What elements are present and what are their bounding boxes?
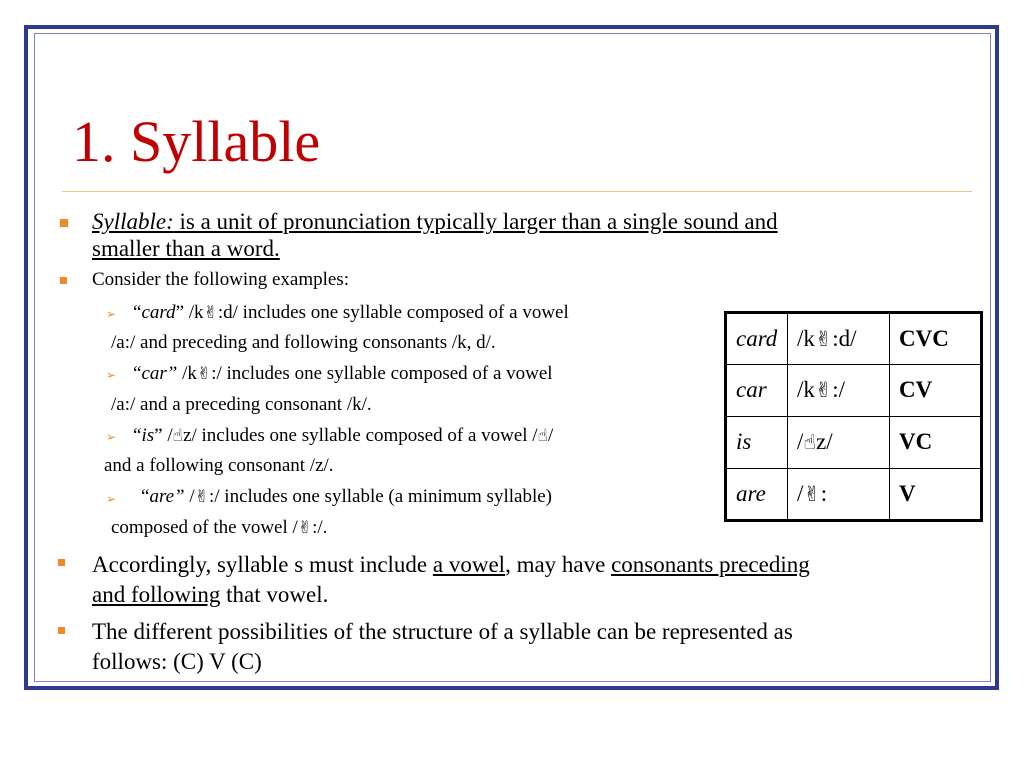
- structure-line2: follows: (C) V (C): [92, 649, 262, 674]
- ipa-prefix: /: [184, 486, 195, 507]
- accordingly-text: , may have: [505, 552, 612, 577]
- victory-hand-icon: ✌: [803, 482, 821, 506]
- table-cell-word: are: [726, 469, 788, 521]
- table-cell-pattern: CV: [890, 365, 982, 417]
- victory-hand-icon: ✌: [203, 303, 218, 323]
- table-cell-ipa: [788, 313, 890, 365]
- table-cell-pattern: V: [890, 469, 982, 521]
- example-is-line2: and a following consonant /z/.: [104, 455, 334, 476]
- example-text: :/.: [312, 517, 328, 538]
- square-bullet-icon: [58, 559, 65, 566]
- definition-line1: [92, 208, 778, 236]
- ipa-text: /k: [797, 326, 815, 351]
- square-bullet-icon: [60, 277, 67, 284]
- arrow-bullet-icon: ➢: [106, 368, 117, 382]
- square-bullet-icon: [58, 627, 65, 634]
- example-description: z/ includes one syllable composed of a vowel /: [183, 425, 538, 446]
- ipa-text: /: [797, 429, 804, 454]
- example-are-line2: [111, 516, 327, 540]
- ipa-prefix: /k: [184, 302, 204, 323]
- example-car: [133, 362, 553, 386]
- ipa-text: z/: [816, 429, 833, 454]
- victory-hand-icon: ✌: [814, 378, 833, 402]
- definition-line2: [92, 235, 280, 263]
- example-word: is: [141, 425, 155, 446]
- table-cell-ipa: [788, 417, 890, 469]
- table-row: [726, 313, 982, 365]
- table-cell-pattern: CVC: [890, 313, 982, 365]
- pointing-hand-icon: ☝: [803, 430, 816, 454]
- quote-open: “: [133, 425, 142, 446]
- table-cell-word: car: [726, 365, 788, 417]
- accordingly-line2: [92, 581, 328, 609]
- ipa-suffix: /: [548, 425, 554, 446]
- slide-title: 1. Syllable: [72, 109, 321, 174]
- example-description: :d/ includes one syllable composed of a vowel: [217, 302, 569, 323]
- table-cell-pattern: VC: [890, 417, 982, 469]
- quote-close: ”: [175, 302, 184, 323]
- arrow-bullet-icon: ➢: [106, 492, 117, 506]
- ipa-text: /: [797, 481, 804, 506]
- victory-hand-icon: ✌: [196, 364, 212, 384]
- table-cell-word: is: [726, 417, 788, 469]
- table-row: [726, 365, 982, 417]
- quote-open: “: [133, 302, 142, 323]
- ipa-text: :/: [832, 377, 846, 402]
- structure-line1: The different possibilities of the structure of a syllable can be represented as: [92, 619, 793, 644]
- example-card: [133, 301, 569, 325]
- quote-open: “: [141, 486, 150, 507]
- title-divider: [62, 191, 972, 192]
- quote-close: ”: [154, 425, 163, 446]
- underlined-vowel: a vowel: [432, 552, 506, 577]
- underlined-consonants: consonants preceding: [611, 552, 810, 577]
- table-cell-ipa: [788, 469, 890, 521]
- accordingly-line1: [92, 551, 810, 579]
- example-text: composed of the vowel /: [111, 517, 298, 538]
- example-word: car”: [141, 363, 178, 384]
- definition-text-cont: smaller than a word.: [92, 236, 280, 261]
- example-are: [141, 485, 552, 509]
- square-bullet-icon: [60, 219, 68, 227]
- example-description: :/ includes one syllable composed of a vowel: [211, 363, 553, 384]
- table-row: [726, 469, 982, 521]
- victory-hand-icon: ✌: [814, 327, 833, 351]
- ipa-text: /k: [797, 377, 815, 402]
- accordingly-text: that vowel.: [220, 582, 329, 607]
- quote-open: “: [133, 363, 142, 384]
- pointing-hand-icon: ☝: [537, 426, 549, 446]
- definition-term: Syllable:: [92, 209, 174, 234]
- ipa-prefix: /: [162, 425, 173, 446]
- ipa-prefix: /k: [177, 363, 197, 384]
- example-is: [133, 424, 553, 448]
- example-word: are”: [149, 486, 185, 507]
- syllable-table: [724, 311, 983, 522]
- table-cell-word: card: [726, 313, 788, 365]
- victory-hand-icon: ✌: [297, 518, 313, 538]
- definition-text: is a unit of pronunciation typically larger than a single sound and: [173, 209, 778, 234]
- example-word: card: [141, 302, 176, 323]
- underlined-consonants-cont: and following: [92, 582, 221, 607]
- victory-hand-icon: ✌: [194, 487, 209, 507]
- table-row: [726, 417, 982, 469]
- example-description: :/ includes one syllable (a minimum syllable): [209, 486, 552, 507]
- consider-text: Consider the following examples:: [92, 269, 349, 290]
- arrow-bullet-icon: ➢: [106, 307, 117, 321]
- pointing-hand-icon: ☝: [172, 426, 184, 446]
- ipa-text: :: [820, 481, 828, 506]
- ipa-text: :d/: [832, 326, 857, 351]
- arrow-bullet-icon: ➢: [106, 430, 117, 444]
- example-card-line2: /a:/ and preceding and following consonants /k, d/.: [111, 332, 496, 353]
- table-cell-ipa: [788, 365, 890, 417]
- example-car-line2: /a:/ and a preceding consonant /k/.: [111, 394, 372, 415]
- accordingly-text: Accordingly, syllable s must include: [92, 552, 433, 577]
